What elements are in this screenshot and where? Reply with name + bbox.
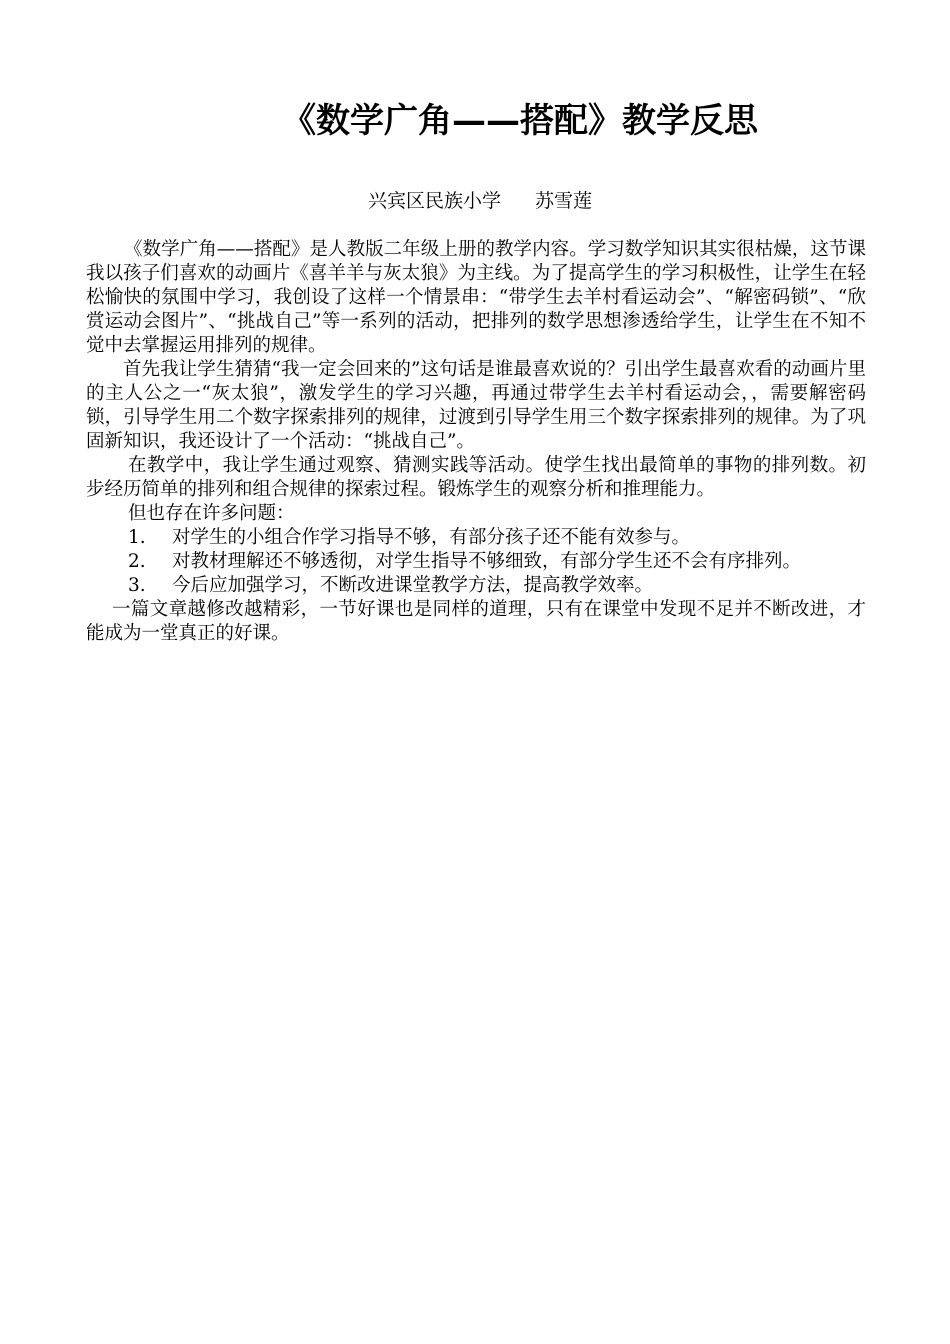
problem-text: 对学生的小组合作学习指导不够，有部分孩子还不能有效参与。 [172, 527, 691, 548]
problem-text: 对教材理解还不够透彻，对学生指导不够细致，有部分学生还不会有序排列。 [172, 551, 802, 572]
problem-item [86, 574, 866, 598]
byline [368, 188, 592, 214]
problem-number: 1. [128, 527, 146, 548]
problem-number: 2. [128, 551, 146, 572]
document-body [86, 238, 866, 646]
problem-text: 今后应加强学习，不断改进课堂教学方法，提高教学效率。 [172, 575, 654, 596]
problem-number: 3. [128, 575, 146, 596]
author-name: 苏雪莲 [535, 190, 593, 212]
paragraph-closing: 一篇文章越修改越精彩，一节好课也是同样的道理，只有在课堂中发现不足并不断改进，才能成为一堂真正的好课。 [86, 599, 866, 644]
paragraph-teaching: 在教学中，我让学生通过观察、猜测实践等活动。使学生找出最简单的事物的排列数。初步经历简单的排列和组合规律的探索过程。锻炼学生的观察分析和推理能力。 [86, 455, 866, 500]
paragraph-process: 首先我让学生猜猜“我一定会回来的”这句话是谁最喜欢说的？引出学生最喜欢看的动画片里的主人公之一“灰太狼”，激发学生的学习兴趣，再通过带学生去羊村看运动会，，需要解密码锁，引导学生用二个数字探索排列的规律，过渡到引导学生用三个数字探索排列的规律。为了巩固新知识，我还设计了一个活动：“挑战自己”。 [86, 359, 866, 452]
problem-item [86, 550, 866, 574]
paragraph-intro: 《数学广角——搭配》是人教版二年级上册的教学内容。学习数学知识其实很枯燥，这节课我以孩子们喜欢的动画片《喜羊羊与灰太狼》为主线。为了提高学生的学习积极性，让学生在轻松愉快的氛围中学习，我创设了这样一个情景串：“带学生去羊村看运动会”、“解密码锁”、“欣赏运动会图片”、“挑战自己”等一系列的活动，把排列的数学思想渗透给学生，让学生在不知不觉中去掌握运用排列的规律。 [86, 239, 866, 356]
problem-item [86, 526, 866, 550]
school-name: 兴宾区民族小学 [368, 190, 502, 212]
paragraph-problems-heading: 但也存在许多问题： [128, 503, 295, 524]
document-title: 《数学广角——搭配》教学反思 [282, 101, 758, 141]
